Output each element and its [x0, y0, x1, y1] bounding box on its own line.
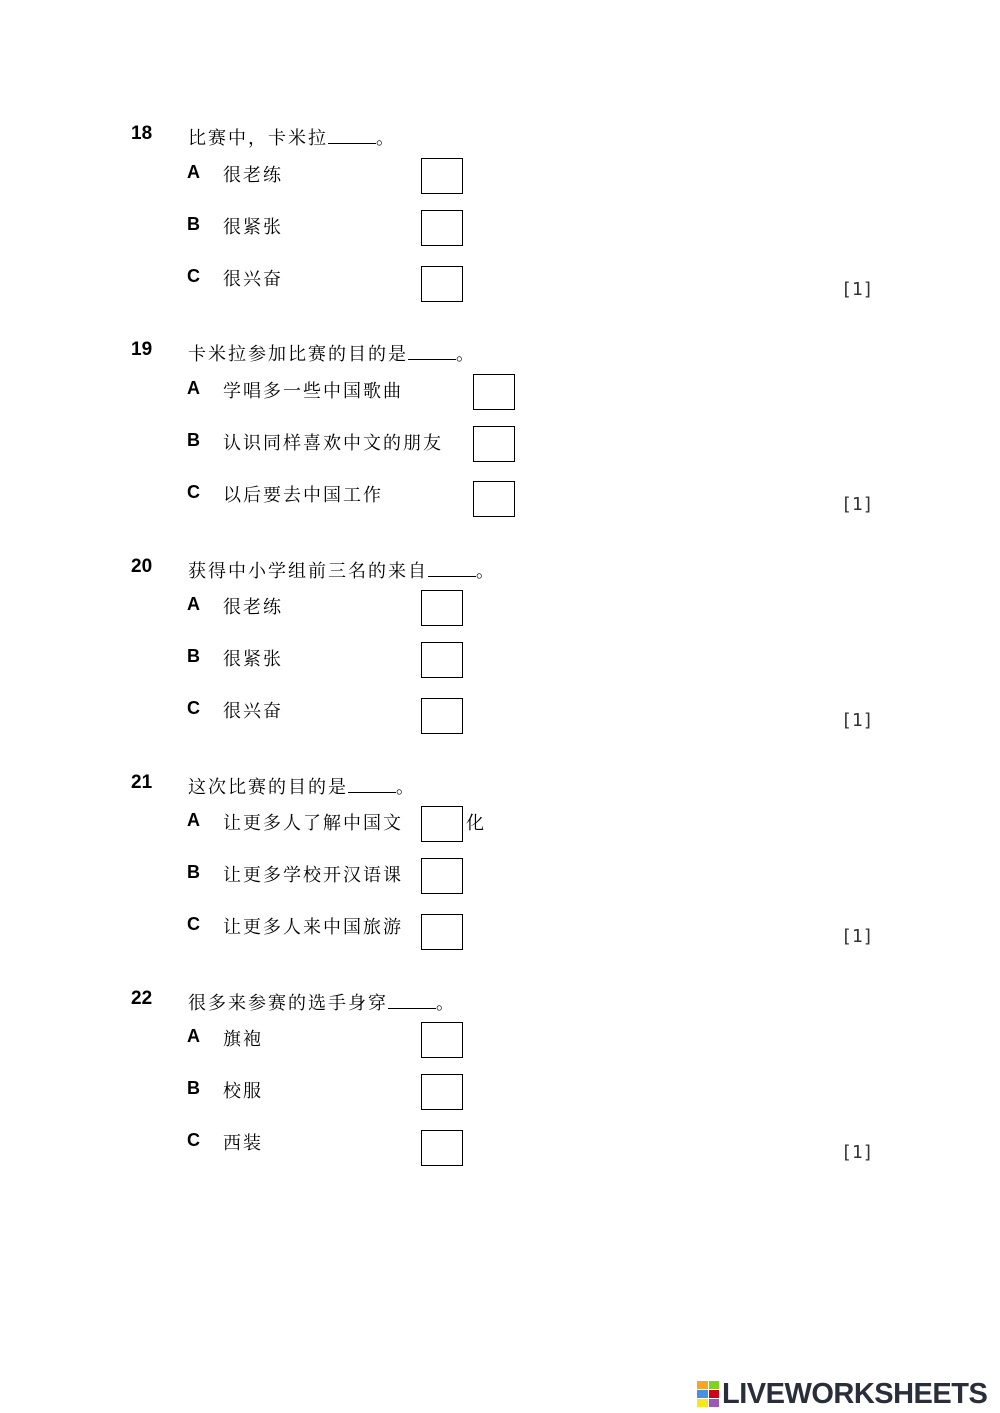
- option-text: 很兴奋: [223, 269, 283, 290]
- answer-checkbox-18a[interactable]: [421, 158, 463, 194]
- option-letter: A: [187, 594, 200, 614]
- question-21-stem: 这次比赛的目的是 。: [188, 777, 416, 798]
- option-letter: A: [187, 162, 200, 182]
- question-20-stem: 获得中小学组前三名的来自 。: [188, 561, 496, 582]
- question-19-number: 19: [131, 339, 153, 360]
- question-21-number: 21: [131, 772, 153, 793]
- answer-checkbox-20b[interactable]: [421, 642, 463, 678]
- logo-tile: [697, 1390, 708, 1398]
- liveworksheets-logo[interactable]: [697, 1376, 987, 1412]
- liveworksheets-logo-text: LIVEWORKSHEETS: [722, 1377, 988, 1410]
- answer-blank: [428, 562, 476, 577]
- option-letter: A: [187, 378, 200, 398]
- option-letter: C: [187, 266, 200, 286]
- mark-label: [1]: [841, 710, 874, 731]
- liveworksheets-logo-icon: [697, 1381, 719, 1407]
- option-letter: B: [187, 1078, 200, 1098]
- logo-tile: [709, 1399, 720, 1407]
- answer-blank: [408, 345, 456, 360]
- answer-checkbox-21c[interactable]: [421, 914, 463, 950]
- option-text: 让更多学校开汉语课: [223, 865, 403, 886]
- answer-checkbox-21a[interactable]: [421, 806, 463, 842]
- question-22-stem: 很多来参赛的选手身穿 。: [188, 993, 456, 1014]
- option-text: 很紧张: [223, 217, 283, 238]
- option-letter: A: [187, 810, 200, 830]
- option-letter: B: [187, 430, 200, 450]
- option-text: 让更多人了解中国文: [223, 813, 403, 834]
- option-text: 以后要去中国工作: [223, 485, 383, 506]
- option-letter: A: [187, 1026, 200, 1046]
- answer-checkbox-22c[interactable]: [421, 1130, 463, 1166]
- option-text: 西装: [223, 1133, 263, 1154]
- logo-tile: [709, 1390, 720, 1398]
- answer-blank: [328, 129, 376, 144]
- answer-checkbox-19a[interactable]: [473, 374, 515, 410]
- question-19-stem: 卡米拉参加比赛的目的是 。: [188, 344, 476, 365]
- logo-tile: [709, 1381, 720, 1389]
- option-text: 旗袍: [223, 1029, 263, 1050]
- question-22-number: 22: [131, 988, 153, 1009]
- logo-tile: [697, 1399, 708, 1407]
- option-text-tail: 化: [466, 813, 486, 834]
- option-text: 很老练: [223, 597, 283, 618]
- answer-checkbox-21b[interactable]: [421, 858, 463, 894]
- option-text: 让更多人来中国旅游: [223, 917, 403, 938]
- mark-label: [1]: [841, 279, 874, 300]
- answer-checkbox-19b[interactable]: [473, 426, 515, 462]
- question-18-stem: 比赛中，卡米拉 。: [188, 128, 396, 149]
- answer-checkbox-19c[interactable]: [473, 481, 515, 517]
- option-text: 认识同样喜欢中文的朋友: [223, 433, 443, 454]
- option-letter: C: [187, 482, 200, 502]
- answer-checkbox-22b[interactable]: [421, 1074, 463, 1110]
- answer-checkbox-22a[interactable]: [421, 1022, 463, 1058]
- option-text: 校服: [223, 1081, 263, 1102]
- option-letter: B: [187, 862, 200, 882]
- question-20-number: 20: [131, 556, 153, 577]
- option-letter: B: [187, 646, 200, 666]
- option-letter: C: [187, 914, 200, 934]
- question-18-number: 18: [131, 123, 153, 144]
- answer-checkbox-18b[interactable]: [421, 210, 463, 246]
- option-text: 很紧张: [223, 649, 283, 670]
- answer-blank: [348, 778, 396, 793]
- option-text: 很老练: [223, 165, 283, 186]
- logo-tile: [697, 1381, 708, 1389]
- mark-label: [1]: [841, 1142, 874, 1163]
- mark-label: [1]: [841, 494, 874, 515]
- answer-checkbox-20a[interactable]: [421, 590, 463, 626]
- option-letter: C: [187, 698, 200, 718]
- option-text: 很兴奋: [223, 701, 283, 722]
- option-letter: C: [187, 1130, 200, 1150]
- mark-label: [1]: [841, 926, 874, 947]
- answer-blank: [388, 994, 436, 1009]
- answer-checkbox-18c[interactable]: [421, 266, 463, 302]
- answer-checkbox-20c[interactable]: [421, 698, 463, 734]
- option-letter: B: [187, 214, 200, 234]
- option-text: 学唱多一些中国歌曲: [223, 381, 403, 402]
